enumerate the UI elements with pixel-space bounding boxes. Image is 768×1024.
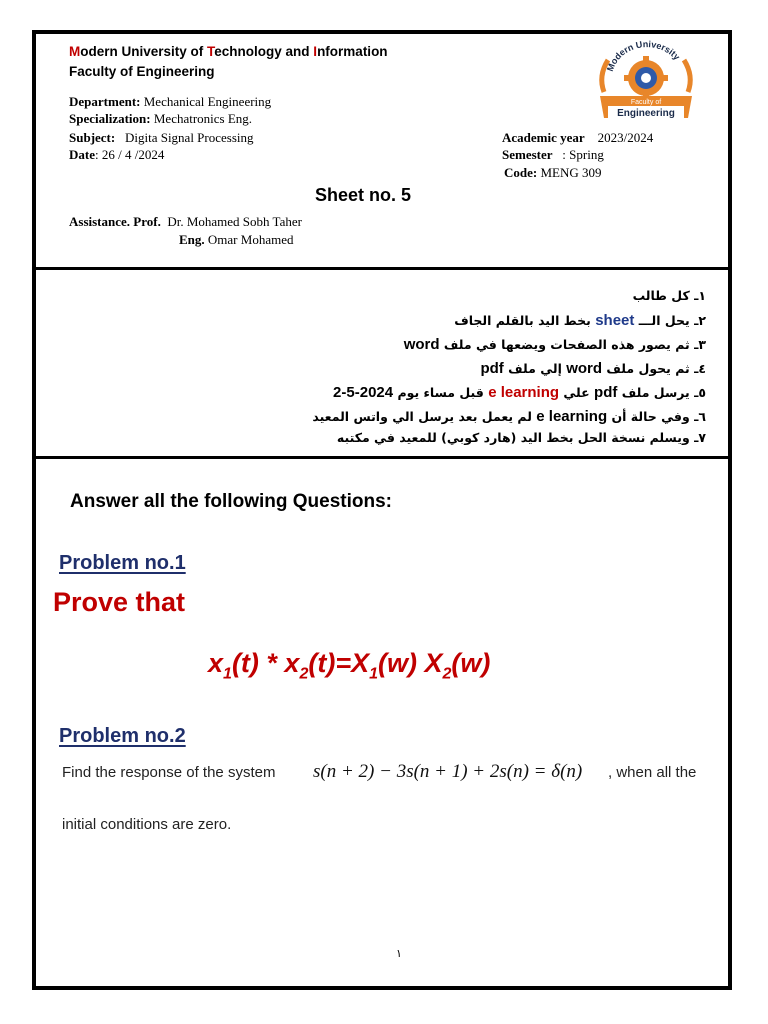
- divider-header: [36, 267, 728, 270]
- logo-arc-text: Modern University: [604, 39, 682, 73]
- laurel-right-icon: [684, 60, 690, 92]
- problem-2-text-start: Find the response of the system: [62, 764, 276, 781]
- engineer-line: Eng. Omar Mohamed: [179, 232, 294, 247]
- laurel-left-icon: [602, 60, 608, 92]
- problem-2-text-line2: initial conditions are zero.: [62, 816, 232, 833]
- sheet-title: Sheet no. 5: [315, 185, 412, 205]
- faculty-name: Faculty of Engineering: [69, 64, 215, 79]
- academic-year-line: Academic year 2023/2024: [502, 130, 654, 145]
- divider-instructions: [36, 456, 728, 459]
- instruction-1: ١ـ كل طالب: [632, 288, 706, 303]
- instruction-4: ٤ـ ثم يحول ملف word إلي ملف pdf: [480, 360, 706, 377]
- date-line: Date: 26 / 4 /2024: [69, 147, 165, 162]
- prove-that: Prove that: [53, 587, 186, 617]
- problem-2-text-end: , when all the: [608, 764, 697, 781]
- instruction-7: ٧ـ ويسلم نسخة الحل بخط اليد (هارد كوبي) للمعيد في مكتبه: [336, 430, 706, 445]
- problem-2-title: Problem no.2: [59, 725, 186, 747]
- instruction-2: ٢ـ يحل الـــ sheet بخط اليد بالقلم الجاف: [454, 312, 706, 329]
- subject-line: Subject: Digita Signal Processing: [69, 130, 254, 145]
- logo-ribbon-line2: Engineering: [617, 108, 675, 119]
- convolution-equation: $x_1(t) * x_2(t)=X_1(w)$ $X_2(w)$: [208, 648, 491, 683]
- code-line: Code: MENG 309: [504, 165, 602, 180]
- department-line: Department: Mechanical Engineering: [69, 94, 272, 109]
- instruction-5: ٥ـ يرسل ملف pdf علي e learning قبل مساء يوم 2-5-2024: [333, 384, 706, 401]
- difference-equation: s(n + 2) − 3s(n + 1) + 2s(n) = δ(n): [313, 761, 583, 782]
- questions-heading: Answer all the following Questions:: [70, 491, 392, 512]
- problem-1-title: Problem no.1: [59, 552, 186, 574]
- assistance-line: Assistance. Prof. Dr. Mohamed Sobh Taher: [69, 214, 302, 229]
- specialization-line: Specialization: Mechatronics Eng.: [69, 111, 253, 126]
- instruction-6: ٦ـ وفي حالة أن e learning لم يعمل بعد يرسل الي واتس المعيد: [312, 408, 706, 425]
- page-number: ١: [396, 947, 402, 960]
- semester-line: Semester : Spring: [502, 147, 604, 162]
- university-name: Modern University of Technology and Information: [69, 44, 388, 59]
- logo-ribbon-line1: Faculty of: [630, 99, 662, 106]
- university-logo: [590, 38, 702, 122]
- instruction-3: ٣ـ ثم يصور هذه الصفحات ويضعها في ملف word: [403, 336, 706, 353]
